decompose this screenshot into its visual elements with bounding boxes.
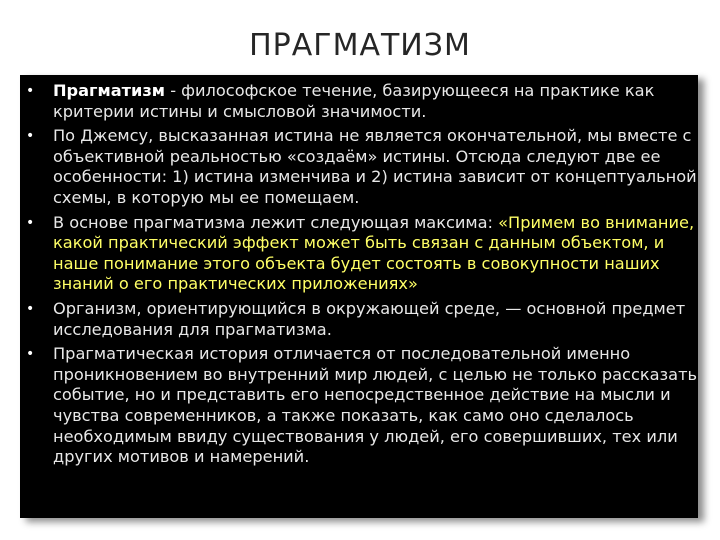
bullet-text: По Джемсу, высказанная истина не является окончательной, мы вместе с объективной реальностью «создаём» истины. Отсюда следуют две ее особенности: 1) истина изменчива и 2) истина зависит от концептуальной схемы, в которую мы ее помещаем. (53, 126, 697, 207)
bullet-dot-icon: • (26, 214, 35, 231)
bullet-text: Организм, ориентирующийся в окружающей среде, — основной предмет исследования для прагматизма. (53, 298, 686, 339)
bullet-text: - философское течение, базирующееся на практике как критерии истины и смысловой значимости. (53, 81, 655, 121)
slide-title: ПРАГМАТИЗМ (249, 28, 471, 63)
bullet-text: В основе прагматизма лежит следующая максима: (53, 212, 499, 232)
bullet-item-james (26, 126, 698, 208)
bullet-text: Прагматическая история отличается от последовательной именно проникновением во внутренний мир людей, с целью не только рассказать событие, но и представить его непосредственное действие на мысли и чувства современников, а также показать, как само оно сделалось необходимым ввиду существования у людей, его совершивших, тех или других мотивов и намерений. (53, 344, 698, 467)
bullet-dot-icon: • (26, 83, 35, 99)
content-box (20, 75, 698, 518)
bullet-dot-icon: • (26, 300, 35, 317)
bullet-list (26, 81, 698, 472)
bullet-item-history (26, 344, 698, 468)
term-pragmatism: Прагматизм (53, 81, 166, 100)
bullet-item-maxim (26, 213, 698, 295)
bullet-dot-icon: • (26, 128, 35, 145)
bullet-item-definition (26, 81, 698, 122)
bullet-item-organism (26, 299, 698, 340)
bullet-dot-icon: • (26, 346, 35, 363)
maxim-quote: «Примем во внимание, какой практический эффект может быть связан с данным объектом, и наше понимание этого объекта будет состоять в совокупности наших знаний о его практических приложениях» (53, 212, 695, 294)
